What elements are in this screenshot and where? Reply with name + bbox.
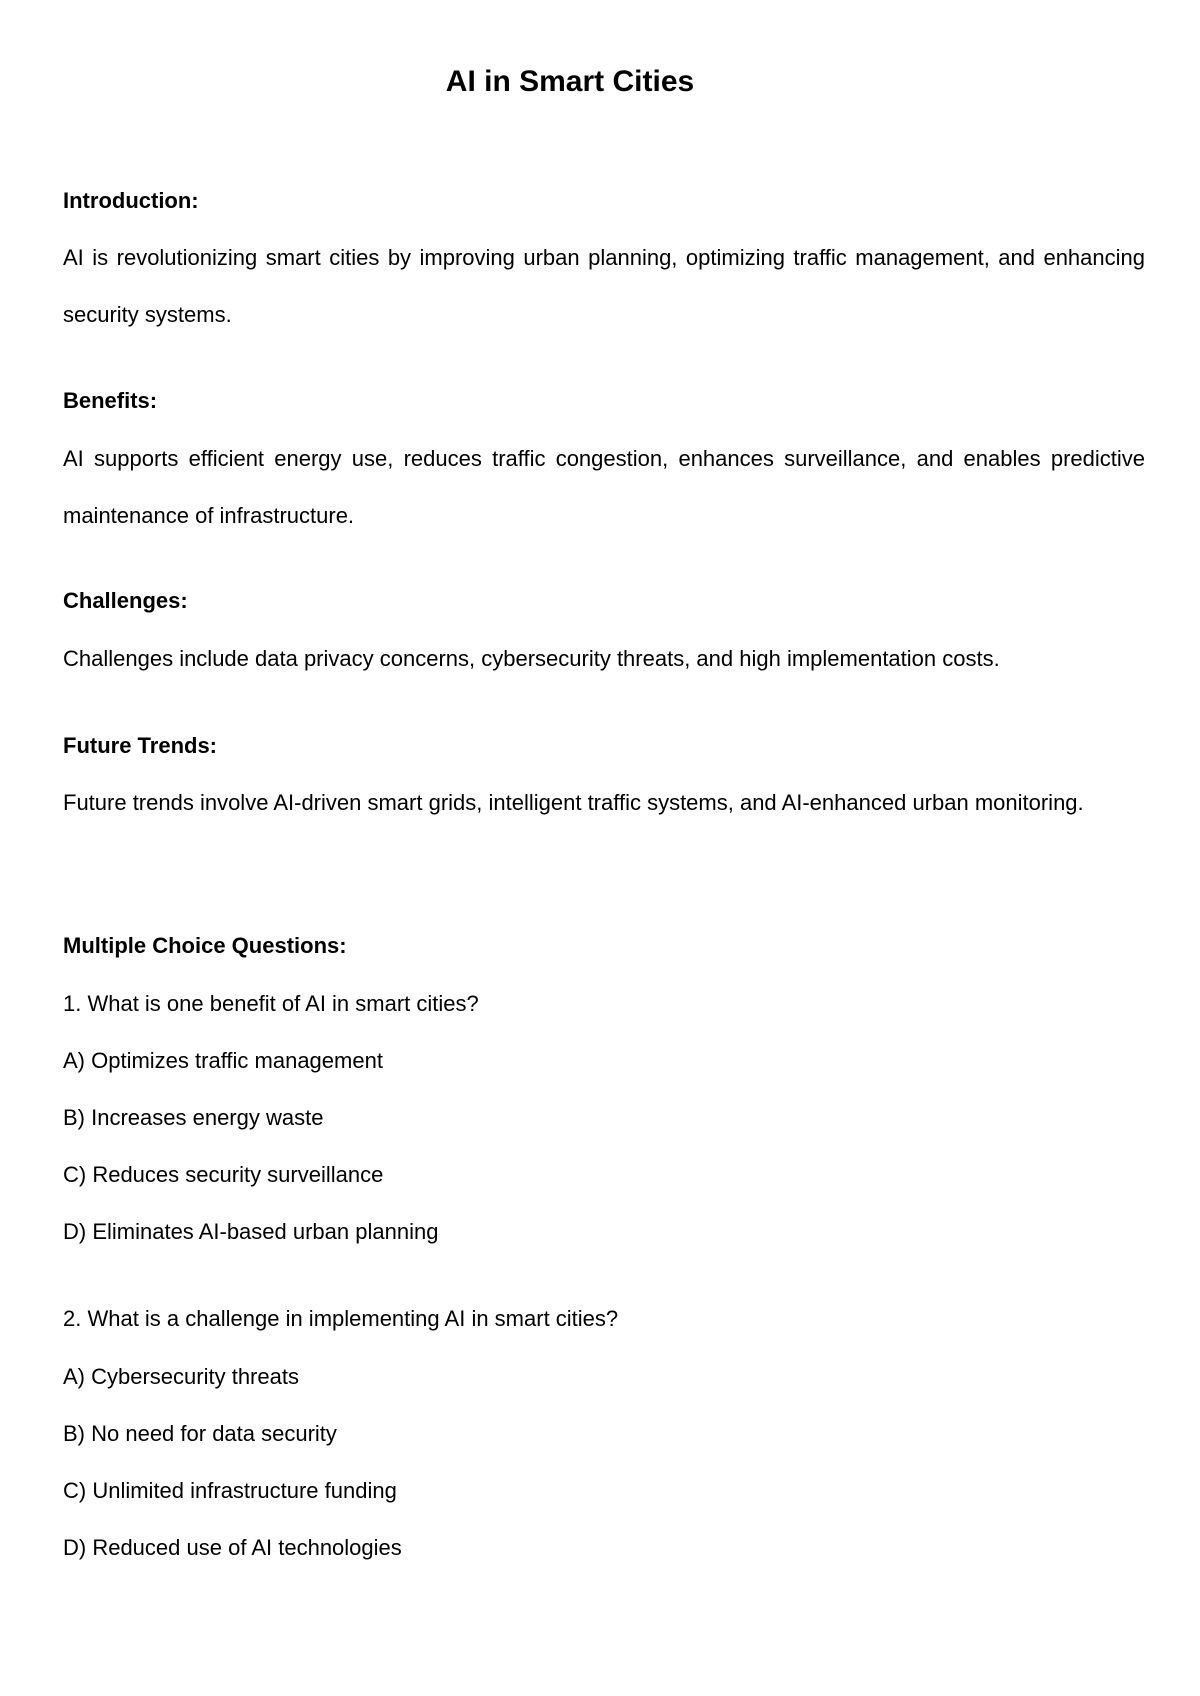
page-title: AI in Smart Cities bbox=[445, 65, 695, 98]
question-2-option-c: C) Unlimited infrastructure funding bbox=[63, 1478, 397, 1503]
question-2-option-b: B) No need for data security bbox=[63, 1421, 337, 1446]
question-2-option-d: D) Reduced use of AI technologies bbox=[63, 1535, 402, 1560]
question-1-option-a: A) Optimizes traffic management bbox=[63, 1048, 383, 1073]
question-1-option-d: D) Eliminates AI-based urban planning bbox=[63, 1219, 439, 1244]
introduction-text: AI is revolutionizing smart cities by improving urban planning, optimizing traffic management, and enhancing security systems. bbox=[63, 245, 1145, 327]
question-2-option-a: A) Cybersecurity threats bbox=[63, 1364, 299, 1389]
question-1-option-c: C) Reduces security surveillance bbox=[63, 1162, 384, 1187]
future-trends-heading: Future Trends: bbox=[63, 733, 218, 758]
benefits-text: AI supports efficient energy use, reduces traffic congestion, enhances surveillance, and enables predictive maintenance of infrastructure. bbox=[63, 446, 1145, 528]
document-page bbox=[63, 0, 1145, 1696]
question-2: 2. What is a challenge in implementing AI in smart cities? bbox=[63, 1306, 619, 1331]
challenges-heading: Challenges: bbox=[63, 588, 188, 613]
future-trends-text: Future trends involve AI-driven smart grids, intelligent traffic systems, and AI-enhanced urban monitoring. bbox=[63, 790, 1084, 815]
question-1: 1. What is one benefit of AI in smart cities? bbox=[63, 991, 479, 1016]
benefits-heading: Benefits: bbox=[63, 388, 158, 413]
introduction-heading: Introduction: bbox=[63, 188, 199, 213]
question-1-option-b: B) Increases energy waste bbox=[63, 1105, 324, 1130]
mcq-heading: Multiple Choice Questions: bbox=[63, 933, 347, 958]
challenges-text: Challenges include data privacy concerns, cybersecurity threats, and high implementation costs. bbox=[63, 646, 1000, 671]
